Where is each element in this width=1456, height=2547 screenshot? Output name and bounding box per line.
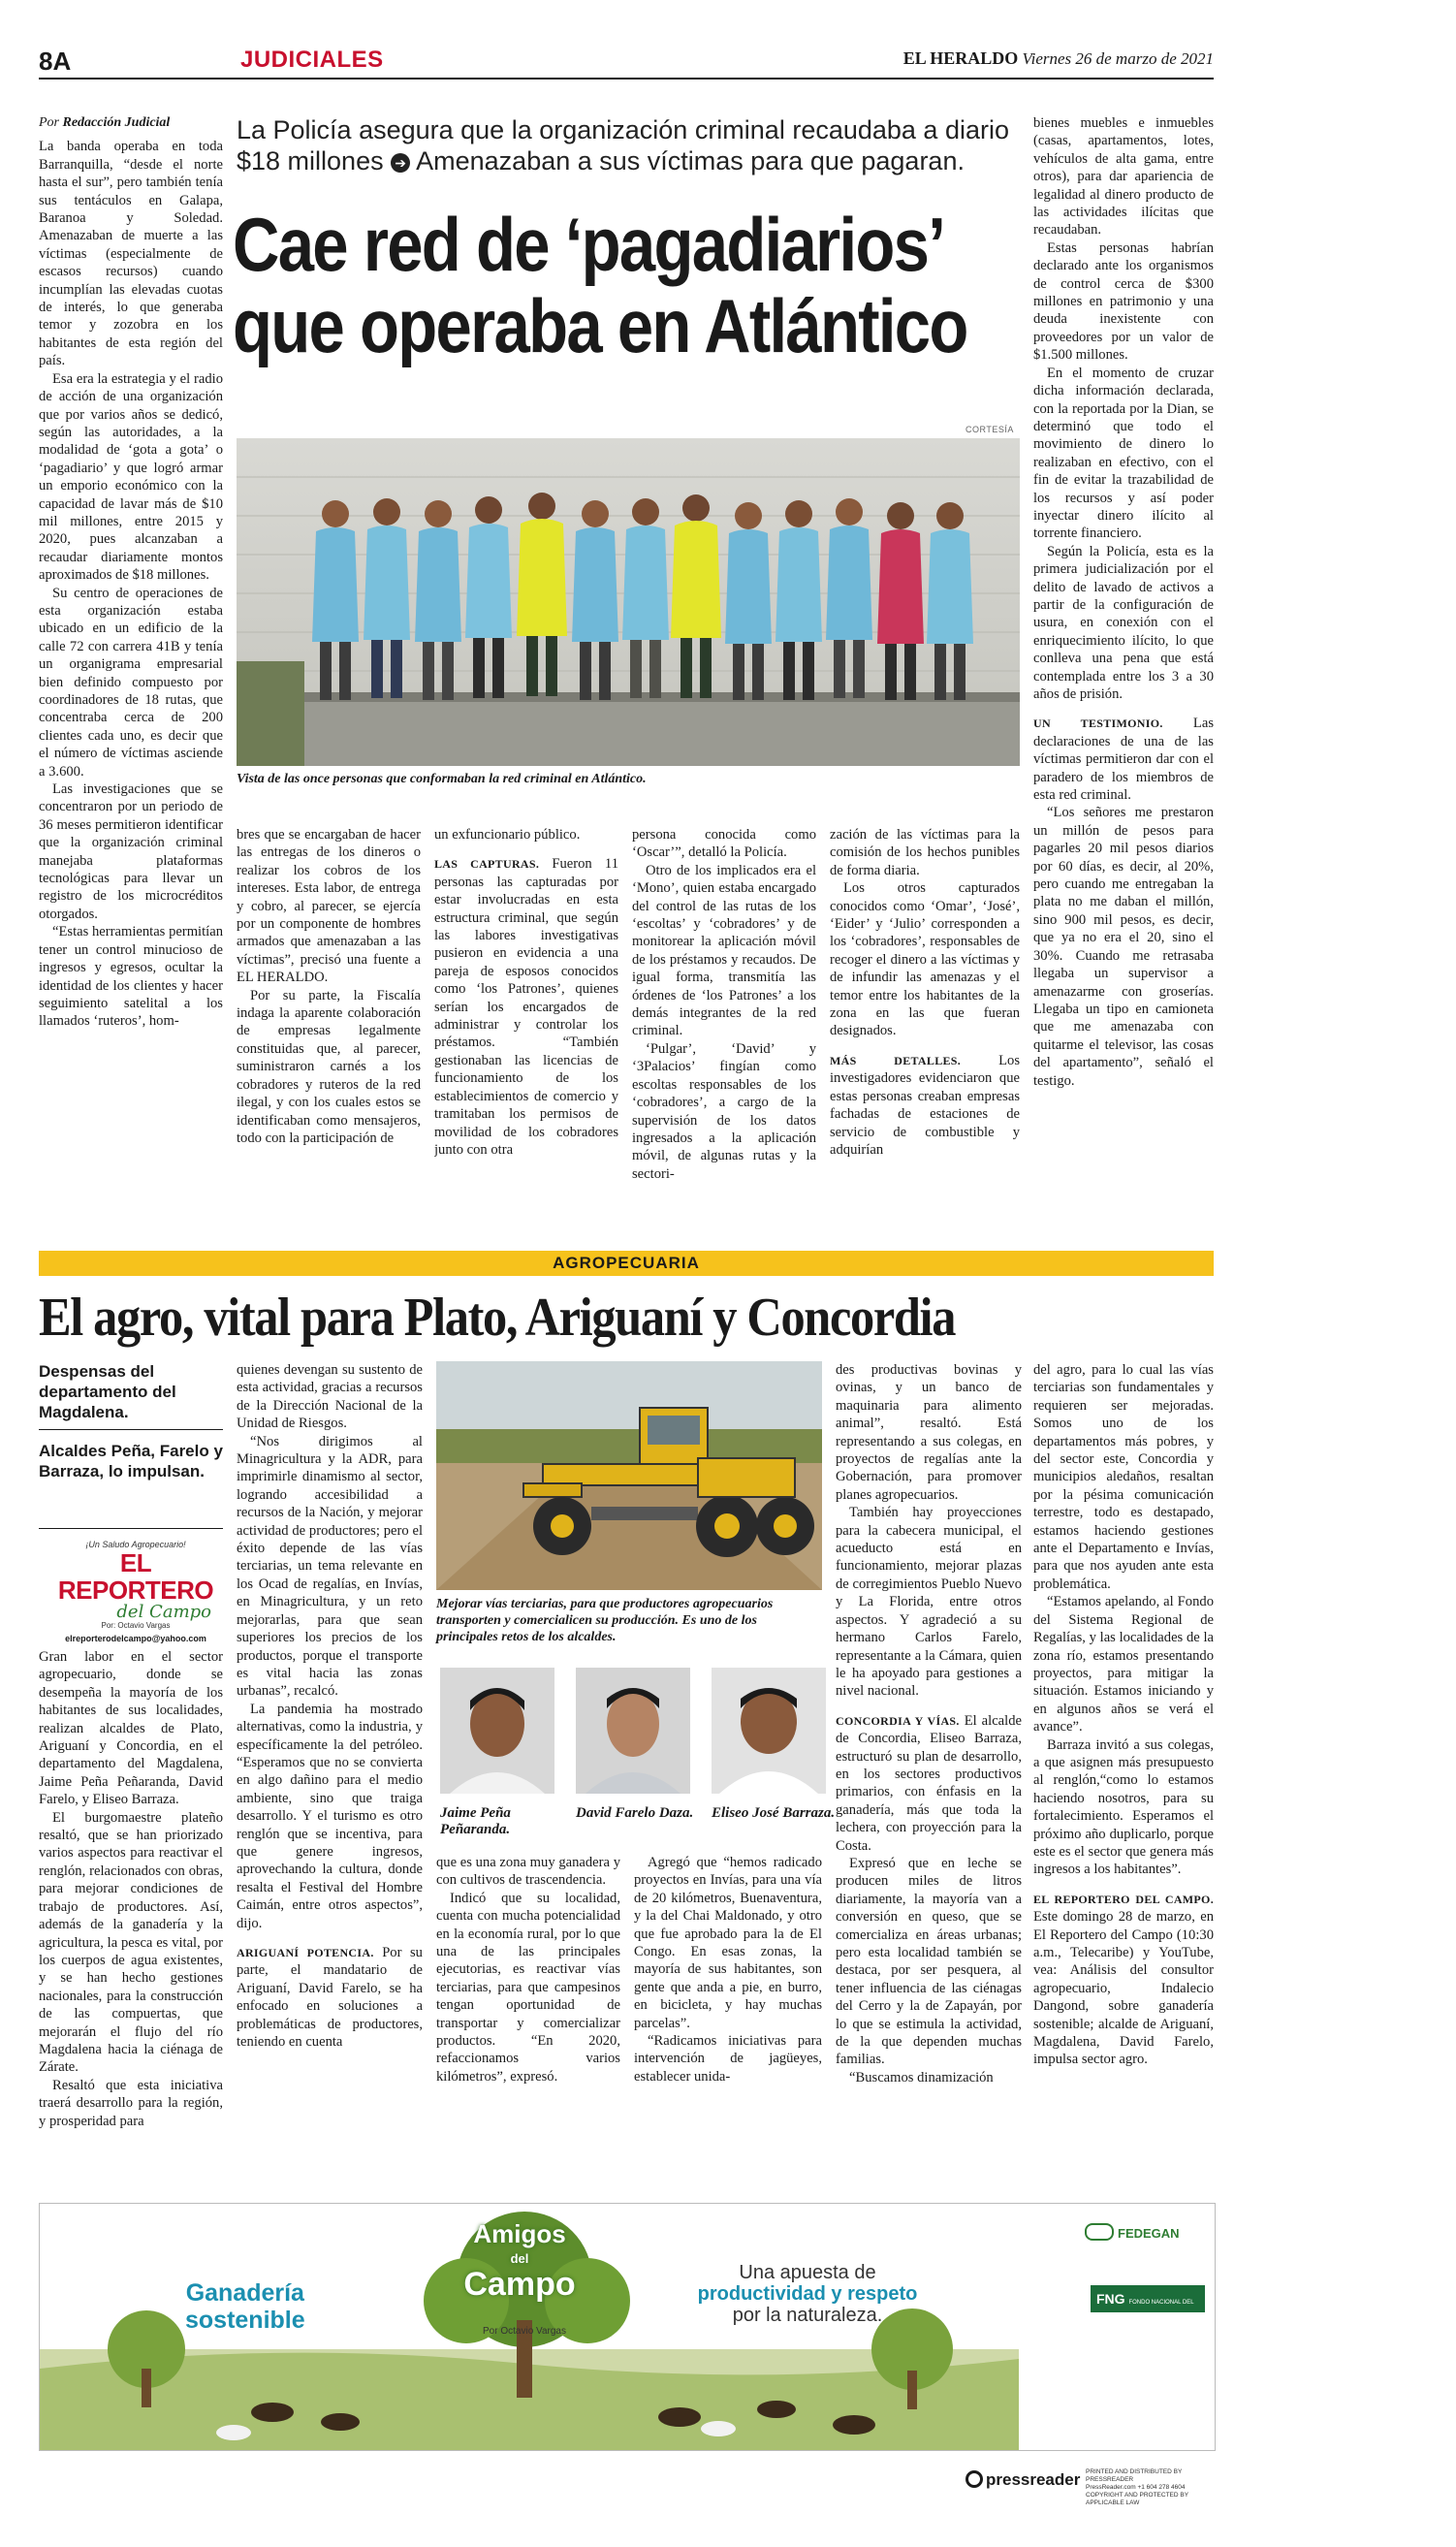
pressreader-icon xyxy=(965,2470,983,2488)
deck-1: Despensas del departamento del Magdalena. xyxy=(39,1362,176,1421)
paragraph: MÁS DETALLES. Los investigadores evidenciaron que estas personas creaban empresas fachadas de estaciones de servicio de combustible y adquirían xyxy=(830,1052,1020,1158)
paragraph: Los otros capturados conocidos como ‘Omar’, ‘José’, ‘Eider’ y ‘Julio’ corresponden a los ‘cobradores’, responsables de recoger el dinero a las víctimas y de infundir las amenazas y el temor entre los habitantes de la zona en las que fueran designados. xyxy=(830,880,1020,1039)
agro-col-2 xyxy=(237,1361,423,2191)
newspaper-name: EL HERALDO xyxy=(902,48,1019,68)
pressreader-logo[interactable]: pressreader xyxy=(965,2470,1080,2490)
section-title: JUDICIALES xyxy=(240,47,384,73)
paragraph: Su centro de operaciones de esta organización estaba ubicado en un edificio de la calle 72 con carrera 41B y tenía un organigrama empresarial bien definido compuesto por coordinadores de 18 rutas, que concentraba cerca de 200 clientes cada uno, es decir que el número de víctimas asciende a 3.600. xyxy=(39,585,223,780)
logo-script: del Campo xyxy=(116,1602,211,1622)
deck-rule xyxy=(39,1429,223,1430)
subhead: UN TESTIMONIO. xyxy=(1033,716,1163,731)
byline: Por Redacción Judicial xyxy=(39,115,171,130)
fedegan-icon xyxy=(1085,2223,1114,2241)
portrait-david-farelo xyxy=(576,1668,690,1794)
arrow-right-icon: ➔ xyxy=(391,153,410,173)
headline: Cae red de ‘pagadiarios’ que operaba en Atlántico xyxy=(233,202,967,368)
paragraph: “Estas herramientas permitían tener un control minucioso de ingresos y egresos, ocultar la identidad de los clientes y hacer seguimiento satelital a los llamados ‘ruteros’, hom- xyxy=(39,924,223,1030)
ad-tagline: Una apuesta de productividad y respeto por la naturaleza. xyxy=(697,2262,918,2326)
paragraph: Resaltó que esta iniciativa traerá desarrollo para la región, y prosperidad para xyxy=(39,2077,223,2129)
header-rule xyxy=(39,78,1214,80)
subhead: ARIGUANÍ POTENCIA. xyxy=(237,1946,374,1959)
issue-date: Viernes 26 de marzo de 2021 xyxy=(1022,49,1214,68)
photo-credit: CORTESÍA xyxy=(965,425,1014,434)
fng-logo: FNG FONDO NACIONAL DEL GANADO xyxy=(1091,2285,1205,2312)
paragraph: EL REPORTERO DEL CAMPO. Este domingo 28 de marzo, en El Reportero del Campo (10:30 a.m., Telecaribe) y YouTube, vea: Análisis del consultor agropecuario, Indalecio Dangond, sobre ganadería sostenible; alcalde de Ariguaní, Magdalena, David Farelo, impulsa sector agro. xyxy=(1033,1892,1214,2068)
paragraph: zación de las víctimas para la comisión de los hechos punibles de forma diaria. xyxy=(830,827,1020,878)
paragraph: que es una zona muy ganadera y con cultivos de trascendencia. xyxy=(436,1855,620,1889)
paragraph: CONCORDIA Y VÍAS. El alcalde de Concordia, Eliseo Barraza, estructuró su plan de desarrollo, en los sectores productivos primarios, con énfasis en la ganadería, más que toda la lechera, con proyección para la Costa. xyxy=(836,1712,1022,1854)
advertisement-banner[interactable] xyxy=(39,2203,1216,2451)
paragraph: des productivas bovinas y ovinas, y un banco de maquinaria para alimento animal”, resaltó. Está representando a sus colegas, en proyectos de regalías ante la Gobernación, para promover planes agropecuarios. xyxy=(836,1362,1022,1503)
paragraph: bres que se encargaban de hacer las entregas de los dineros o realizar los cobros de los intereses. Esta labor, de entrega y cobro, al parecer, se ejercía por un componente de hombres armados que amenazaban a las víctimas”, precisó una fuente a EL HERALDO. xyxy=(237,827,421,986)
portrait-jaime-pena xyxy=(440,1668,554,1794)
subhead: LAS CAPTURAS. xyxy=(434,857,540,872)
road-grader-image xyxy=(436,1361,822,1590)
ad-author: Por Octavio Vargas xyxy=(483,2326,566,2337)
paragraph: Las investigaciones que se concentraron por un periodo de 36 meses permitieron identificar que la organización criminal manejaba plataformas tecnológicas para llevar un registro de los microcréditos otorgados. xyxy=(39,781,223,922)
portrait-name-1: Jaime Peña Peñaranda. xyxy=(440,1805,511,1837)
paragraph: “Estamos apelando, al Fondo del Sistema Regional de Regalías, y las localidades de la zona río, estamos presentando proyectos, para mitigar la situación. Estamos iniciando y en algunos años se verá el avance”. xyxy=(1033,1594,1214,1735)
agro-col-6 xyxy=(1033,1361,1214,2191)
top-story-col-1 xyxy=(39,114,223,1210)
agro-section-label: AGROPECUARIA xyxy=(553,1254,700,1272)
deck-rule xyxy=(39,1528,223,1529)
agro-col-4 xyxy=(634,1854,822,2191)
paragraph: del agro, para lo cual las vías terciarias son fundamentales y requieren ser mejoradas. Somos uno de los departamentos más pobres, y del sector este, Concordia y municipios aledaños, resaltan por la pésima comunicación terrestre, todo es destapado, estamos haciendo gestiones ante el Departamento e Invías, para que nos ayuden ante esta problemática. xyxy=(1033,1362,1214,1592)
logo-name: EL REPORTERO xyxy=(57,1548,214,1605)
fedegan-logo: FEDEGAN xyxy=(1085,2223,1180,2241)
logo-tagline: ¡Un Saludo Agropecuario! xyxy=(85,1540,186,1549)
paragraph: Estas personas habrían declarado ante los organismos de control cerca de $300 millones en patrimonio y una deuda inexistente con proveedores por un valor de $1.500 millones. xyxy=(1033,239,1214,364)
agro-headline: El agro, vital para Plato, Ariguaní y Concordia xyxy=(39,1288,956,1348)
agro-col-5 xyxy=(836,1361,1022,2191)
paragraph: “Buscamos dinamización xyxy=(849,2069,994,2085)
arrest-photo-image xyxy=(237,438,1020,766)
top-story-col-6 xyxy=(1033,114,1214,1210)
paragraph: persona conocida como ‘Oscar’”, detalló la Policía. xyxy=(632,827,816,861)
page-number: 8A xyxy=(39,47,72,76)
paragraph: Barraza invitó a sus colegas, a que asignen más presupuesto al renglón,“como lo estamos haciendo nosotros, para su fortalecimiento. Esperamos el próximo año duplicarlo, porque este es el sector que genera más ingresos a los habitantes”. xyxy=(1033,1736,1214,1878)
paragraph: LAS CAPTURAS. Fueron 11 personas las capturadas por estar involucradas en esta estructura criminal, que según las labores investigativas pusieron en evidencia a una pareja de esposos conocidos como ‘los Patrones’, quienes serían los encargados de administrar y controlar los préstamos. “También gestionaban las licencias de funcionamiento de los establecimientos de comercio y tramitaban los permisos de movilidad de los cobradores junto con otra xyxy=(434,856,618,1158)
agro-section-bar xyxy=(39,1251,1214,1276)
logo-author: Por: Octavio Vargas xyxy=(101,1621,171,1630)
paragraph: Por su parte, la Fiscalía indaga la aparente colaboración de empresas legalmente constituidas que, al parecer, suministraron carnés a los cobradores y ruteros de la red ilegal, y con los cuales estos se identificaban como mensajeros, todo con la participación de xyxy=(237,987,421,1146)
paragraph: Según la Policía, esta es la primera judicialización por el delito de lavado de activos a partir de la configuración de usura, en conexión con el enriquecimiento ilícito, lo que conlleva una pena que está contemplada entre los 3 a 30 años de prisión. xyxy=(1033,543,1214,702)
logo-email: elreporterodelcampo@yahoo.com xyxy=(65,1634,206,1643)
paragraph: quienes devengan su sustento de esta actividad, gracias a recursos de la Dirección Nacional de la Unidad de Riesgos. xyxy=(237,1362,423,1432)
paragraph: “Nos dirigimos al Minagricultura y la ADR, para imprimirle dinamismo al sector, logrando accesibilidad a recursos de la Nación, y mejorar actividad de productores; pero el éxito depende de las vías terciarias, un tema relevante en los Ocad de regalías, en Invías, en Minagricultura, y un reto mejorarlas, para que sean superiores los precios de los productos, porque el transporte es vital hacia las zonas urbanas”, recalcó. xyxy=(237,1433,423,1700)
ad-amigos-logo: Amigos del Campo xyxy=(463,2219,576,2303)
pressreader-footer[interactable] xyxy=(965,2468,1214,2506)
paragraph: El burgomaestre plateño resaltó, que se han priorizado varios aspectos para reactivar el renglón, relacionados con obras, para mejorar condiciones de trabajo de productores. Así, además de la ganadería y la agricultura, la pesca es vital, por los cuerpos de agua existentes, y se han hecho gestiones nacionales, para la construcción de las compuertas, que mejorarán el flujo del río Magdalena hacia la ciénaga de Zárate. xyxy=(39,1809,223,2076)
ad-ganaderia-title: Ganadería sostenible xyxy=(185,2279,305,2334)
top-story-col-3 xyxy=(434,826,618,1208)
portrait-name-3: Eliseo José Barraza. xyxy=(712,1805,836,1821)
paragraph: Expresó que en leche se producen miles de litros diariamente, la mayoría van a conversión en queso, que se comercializa en áreas urbanas; pero esta localidad también se destaca, por ser pesquera, al tener influencia de las ciénagas del Cerro y la de Zapayán, por lo que se estimula la actividad, de la que dependen muchas familias. xyxy=(836,1855,1022,2068)
paragraph: Gran labor en el sector agropecuario, donde se desempeña la mayoría de los habitantes de sus localidades, realizan alcaldes de Plato, Ariguaní y Concordia, en el departamento del Magdalena, Jaime Peña Peñaranda, David Farelo, y Eliseo Barraza. xyxy=(39,1649,223,1808)
photo-caption: Vista de las once personas que conformaban la red criminal en Atlántico. xyxy=(237,772,647,786)
road-grader-photo xyxy=(436,1361,822,1590)
paragraph: Agregó que “hemos radicado proyectos en Invías, para una vía de 20 kilómetros, Buenaventura, y la del Chai Maldonado, y otro que fue aprobado para la de El Congo. En esas zonas, la mayoría de sus habitantes, son gente que anda a pie, en burro, en bicicleta, y hay muchas parcelas”. xyxy=(634,1855,822,2031)
paragraph: La pandemia ha mostrado alternativas, como la industria, y específicamente la del petróleo. “Esperamos que no se convierta en algo dañino para el medio ambiente, sino que traiga desarrollo. Y el turismo es otro renglón que se incentiva, para que genere ingresos, aprovechando la cultura, donde resalta el Festival del Hombre Caimán, entre otros aspectos”, dijo. xyxy=(237,1701,423,1931)
paragraph: “Los señores me prestaron un millón de pesos para pagarles 20 mil pesos diarios por 60 días, es decir, al 20%, pero cuando me entregaban la plata no me daban el millón, sino 900 mil pesos, es decir, que ya no era el 20, sino el 30%. Cuando me retrasaba llegaba un supervisor a amenazarme con groserías. Llegaba un tipo en camioneta que me amenazaba con quitarme el televisor, las cosas del apartamento”, señaló el testigo. xyxy=(1033,805,1214,1089)
top-story-col-2 xyxy=(237,826,421,1208)
subhead: EL REPORTERO DEL CAMPO. xyxy=(1033,1892,1214,1906)
portrait-name-2: David Farelo Daza. xyxy=(576,1805,694,1821)
agro-col-3 xyxy=(436,1854,620,2191)
masthead xyxy=(903,48,1214,69)
paragraph: Otro de los implicados era el ‘Mono’, quien estaba encargado del control de las rutas de los ‘escoltas’ y ‘cobradores’ y de monitorear la aplicación móvil de los préstamos y recaudos. De igual forma, transmitía las órdenes de ‘los Patrones’ a los demás integrantes de la red criminal. xyxy=(632,862,816,1039)
paragraph: UN TESTIMONIO. Las declaraciones de una de las víctimas permitieron dar con el paradero de los miembros de esta red criminal. xyxy=(1033,716,1214,804)
paragraph: La banda operaba en toda Barranquilla, “desde el norte hasta el sur”, pero también tenía sus tentáculos en Galapa, Baranoa y Soledad. Amenazaban de muerte a las víctimas (especialmente de escasos recursos) cuando incumplían las elevadas cuotas de interés, lo que generaba temor y zozobra en los habitantes de esta región del país. xyxy=(39,139,223,369)
paragraph: ARIGUANÍ POTENCIA. Por su parte, el mandatario de Ariguaní, David Farelo, se ha enfocado en soluciones a problemáticas de productores, teniendo en cuenta xyxy=(237,1945,423,2051)
kicker: La Policía asegura que la organización criminal recaudaba a diario $18 millones ➔ Amenazaban a sus víctimas para que pagaran. xyxy=(237,115,1009,175)
paragraph: También hay proyecciones para la cabecera municipal, el acueducto está en funcionamiento, mejorar plazas de corregimientos Pueblo Nuevo y La Florida, entre otros aspectos. Y agradeció a su hermano Carlos Farelo, representante a la Cámara, quien le ha apoyado para gestiones a nivel nacional. xyxy=(836,1505,1022,1700)
paragraph: ‘Pulgar’, ‘David’ y ‘3Palacios’ fingían como escoltas responsables de los ‘cobradores’, a cargo de la supervisión de los datos ingresados a la aplicación móvil, de algunas rutas y la sectori- xyxy=(632,1040,816,1182)
paragraph: un exfuncionario público. xyxy=(434,827,581,843)
reportero-logo xyxy=(47,1540,225,1643)
paragraph: En el momento de cruzar dicha información declarada, con la reportada por la Dian, se determinó que todo el movimiento de dinero lo realizaban en efectivo, con el fin de evitar la trazabilidad de los recursos y así poder inyectar dinero ilícito al torrente financiero. xyxy=(1033,365,1214,542)
paragraph: “Radicamos iniciativas para intervención de jagüeyes, establecer unida- xyxy=(634,2033,822,2085)
agro-col-1 xyxy=(39,1648,223,2191)
top-story-col-4 xyxy=(632,826,816,1208)
paragraph: Esa era la estrategia y el radio de acción de una organización que por varios años se dedicó, según las autoridades, a la modalidad de ‘gota a gota’ o ‘pagadiario’ y que logró armar un emporio económico con la capacidad de lavar más de $10 mil millones, entre 2015 y 2020, pues alcanzaban a recaudar diariamente montos aproximados de $18 millones. xyxy=(39,370,223,584)
subhead: MÁS DETALLES. xyxy=(830,1053,962,1067)
road-photo-caption: Mejorar vías terciarias, para que productores agropecuarios transporten y comercialicen su producción. Es uno de los principales retos de los alcaldes. xyxy=(436,1597,774,1644)
deck-2: Alcaldes Peña, Farelo y Barraza, lo impulsan. xyxy=(39,1442,223,1480)
arrest-photo xyxy=(237,438,1020,766)
portrait-eliseo-barraza xyxy=(712,1668,826,1794)
top-story-col-5 xyxy=(830,826,1020,1208)
subhead: CONCORDIA Y VÍAS. xyxy=(836,1713,960,1728)
paragraph: bienes muebles e inmuebles (casas, apartamentos, lotes, vehículos de alta gama, entre otros), para dar apariencia de legalidad al dinero producto de las actividades ilícitas que recaudaban. xyxy=(1033,115,1214,239)
pressreader-notice: PRINTED AND DISTRIBUTED BY PRESSREADER PressReader.com +1 604 278 4604 COPYRIGHT AND PROTECTED BY APPLICABLE LAW xyxy=(1086,2468,1188,2506)
paragraph: Indicó que su localidad, cuenta con mucha potencialidad en la economía rural, por lo que una de las principales ejecutorias, es reactivar vías terciarias, para que campesinos tengan oportunidad de transportar y comercializar productos. “En 2020, refaccionamos varios kilómetros”, expresó. xyxy=(436,1890,620,2085)
